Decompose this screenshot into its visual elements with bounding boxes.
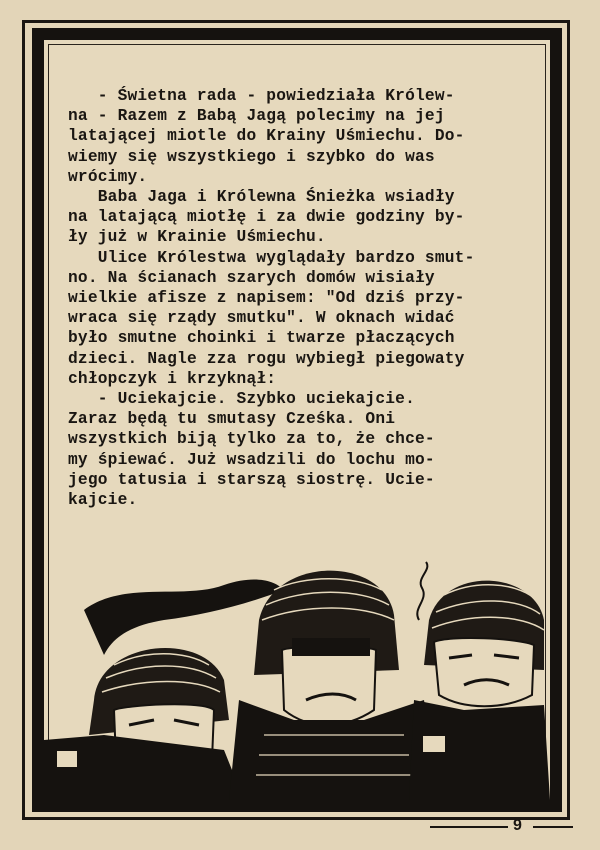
text-line: na latającą miotłę i za dwie godziny by- bbox=[68, 208, 465, 227]
text-line: było smutne choinki i twarze płaczących bbox=[68, 329, 455, 348]
page-frame bbox=[32, 28, 562, 812]
text-line: wszystkich biją tylko za to, że chce- bbox=[68, 430, 435, 449]
story-text bbox=[68, 86, 538, 510]
text-line: no. Na ścianach szarych domów wisiały bbox=[68, 268, 435, 287]
center-face bbox=[282, 646, 376, 725]
text-line: na - Razem z Babą Jagą polecimy na jej bbox=[68, 107, 445, 126]
text-line: Ulice Królestwa wyglądały bardzo smut- bbox=[68, 248, 475, 267]
text-line: wiemy się wszystkiego i szybko do was bbox=[68, 147, 435, 166]
text-line: kajcie. bbox=[68, 491, 138, 510]
banner-shape bbox=[84, 580, 284, 655]
text-line: dzieci. Nagle zza rogu wybiegł piegowaty bbox=[68, 349, 465, 368]
text-line: latającej miotle do Krainy Uśmiechu. Do- bbox=[68, 127, 465, 146]
page-number-rule-left bbox=[430, 826, 508, 828]
text-line: jego tatusia i starszą siostrę. Ucie- bbox=[68, 470, 435, 489]
soldiers-illustration bbox=[44, 560, 550, 800]
text-line: wrócimy. bbox=[68, 167, 148, 186]
text-line: chłopczyk i krzyknął: bbox=[68, 369, 277, 388]
text-line: wielkie afisze z napisem: "Od dziś przy- bbox=[68, 289, 465, 308]
text-line: - Świetna rada - powiedziała Królew- bbox=[68, 87, 455, 105]
text-line: Zaraz będą tu smutasy Cześka. Oni bbox=[68, 410, 396, 429]
page-number-rule-right bbox=[533, 826, 573, 828]
text-line: ły już w Krainie Uśmiechu. bbox=[68, 228, 326, 247]
text-line: wraca się rządy smutku". W oknach widać bbox=[68, 309, 455, 328]
text-line: - Uciekajcie. Szybko uciekajcie. bbox=[68, 390, 415, 409]
text-line: Baba Jaga i Królewna Śnieżka wsiadły bbox=[68, 188, 455, 207]
text-line: my śpiewać. Już wsadzili do lochu mo- bbox=[68, 450, 435, 469]
smoke bbox=[417, 562, 427, 620]
right-face bbox=[434, 638, 534, 706]
page-number: 9 bbox=[513, 817, 522, 834]
